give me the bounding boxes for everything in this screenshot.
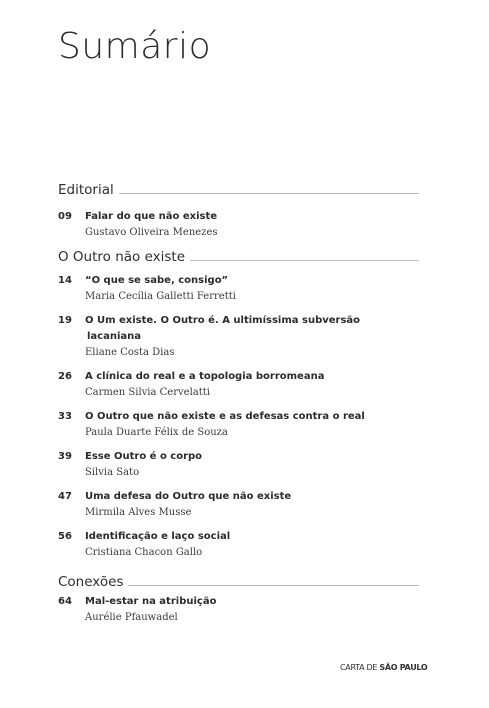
entry-page-number: 26 xyxy=(58,371,72,382)
entry-page-number: 39 xyxy=(58,451,72,462)
entry-body xyxy=(85,529,419,561)
entry-title: Mal-estar na atribuição xyxy=(85,596,217,607)
entry-author: Paula Duarte Félix de Souza xyxy=(85,427,228,438)
toc-entry[interactable] xyxy=(58,594,419,626)
page-title: Sumário xyxy=(58,26,212,67)
entry-author: Gustavo Oliveira Menezes xyxy=(85,227,218,238)
section-header xyxy=(58,180,419,200)
entry-author: Maria Cecília Galletti Ferretti xyxy=(85,291,236,302)
toc-section-editorial xyxy=(58,180,419,241)
entry-body xyxy=(85,209,419,241)
section-title: Editorial xyxy=(58,182,114,198)
entry-body xyxy=(85,489,419,521)
entry-page-number: 09 xyxy=(58,211,72,222)
publisher-logo xyxy=(340,663,427,672)
entry-title-line: O Um existe. O Outro é. A ultimíssima subversão xyxy=(85,315,361,326)
entry-author: Mirmila Alves Musse xyxy=(85,507,192,518)
entry-page-number: 19 xyxy=(58,315,72,326)
section-divider xyxy=(128,585,419,586)
toc-section-conexoes xyxy=(58,572,419,626)
entry-title: Identificação e laço social xyxy=(85,531,231,542)
entry-author: Silvia Sato xyxy=(85,467,140,478)
section-divider xyxy=(119,193,419,194)
table-of-contents xyxy=(58,180,419,626)
toc-section-o-outro-nao-existe xyxy=(58,247,419,561)
entry-title-continuation: lacaniana xyxy=(87,331,142,342)
entry-page-number: 47 xyxy=(58,491,72,502)
section-divider xyxy=(190,260,419,261)
toc-entry[interactable] xyxy=(58,209,419,241)
toc-entry[interactable] xyxy=(58,529,419,561)
toc-entry[interactable] xyxy=(58,489,419,521)
entry-body xyxy=(85,594,419,626)
toc-entry[interactable] xyxy=(58,409,419,441)
section-title: O Outro não existe xyxy=(58,249,186,265)
entry-title: Esse Outro é o corpo xyxy=(85,451,203,462)
entry-body xyxy=(85,313,419,361)
section-header xyxy=(58,247,419,267)
toc-entry[interactable] xyxy=(58,273,419,305)
entry-title xyxy=(85,313,419,345)
toc-entry[interactable] xyxy=(58,313,419,361)
section-title: Conexões xyxy=(58,574,124,590)
entry-body xyxy=(85,449,419,481)
entry-title: Uma defesa do Outro que não existe xyxy=(85,491,292,502)
toc-entry[interactable] xyxy=(58,369,419,401)
entry-author: Eliane Costa Dias xyxy=(85,347,175,358)
section-header xyxy=(58,572,419,592)
entry-page-number: 14 xyxy=(58,275,72,286)
entry-author: Aurélie Pfauwadel xyxy=(85,612,178,623)
logo-sao-paulo: SÃO PAULO xyxy=(379,663,428,672)
toc-entry[interactable] xyxy=(58,449,419,481)
entry-body xyxy=(85,369,419,401)
entry-title: O Outro que não existe e as defesas contra o real xyxy=(85,411,365,422)
entry-author: Carmen Silvia Cervelatti xyxy=(85,387,210,398)
entry-page-number: 33 xyxy=(58,411,72,422)
entry-title: Falar do que não existe xyxy=(85,211,218,222)
entry-author: Cristiana Chacon Gallo xyxy=(85,547,203,558)
entry-body xyxy=(85,273,419,305)
entry-page-number: 64 xyxy=(58,596,72,607)
entry-title: “O que se sabe, consigo” xyxy=(85,275,229,286)
logo-carta-de: CARTA DE xyxy=(340,663,378,672)
entry-page-number: 56 xyxy=(58,531,72,542)
entry-body xyxy=(85,409,419,441)
entry-title: A clínica do real e a topologia borromeana xyxy=(85,371,325,382)
